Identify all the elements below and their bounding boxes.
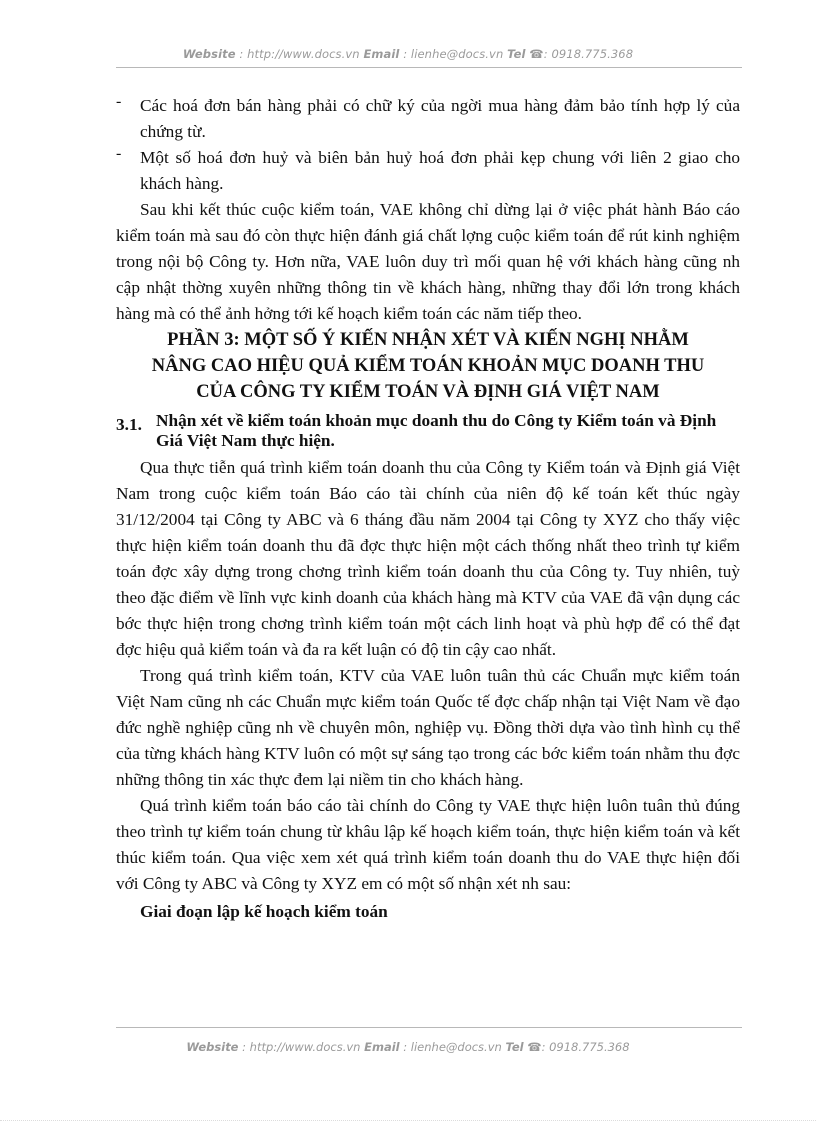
header-divider bbox=[116, 67, 742, 68]
footer-divider bbox=[116, 1027, 742, 1028]
tel-label: Tel bbox=[507, 47, 526, 61]
telephone-icon: ☎ bbox=[527, 1040, 542, 1054]
page-footer bbox=[0, 1040, 816, 1054]
email-label: Email bbox=[363, 47, 400, 61]
stage-heading: Giai đoạn lập kế hoạch kiểm toán bbox=[140, 902, 388, 921]
bullet-dash: - bbox=[116, 145, 122, 162]
website-url: : http://www.docs.vn bbox=[242, 1040, 361, 1054]
bullet-dash: - bbox=[116, 93, 122, 110]
bullet-text: Các hoá đơn bán hàng phải có chữ ký của ngời mua hàng đảm bảo tính hợp lý của chứng từ. bbox=[140, 96, 740, 141]
subsection-title: Nhận xét về kiểm toán khoản mục doanh thu do Công ty Kiểm toán và Định Giá Việt Nam thực hiện. bbox=[156, 411, 717, 450]
page-header bbox=[0, 47, 816, 61]
email-address: : lienhe@docs.vn bbox=[403, 47, 504, 61]
email-label: Email bbox=[364, 1040, 400, 1054]
section-title-line: NÂNG CAO HIỆU QUẢ KIỂM TOÁN KHOẢN MỤC DOANH THU bbox=[151, 356, 705, 376]
tel-number: : 0918.775.368 bbox=[543, 47, 634, 61]
page-content bbox=[116, 93, 740, 925]
section-title bbox=[116, 327, 740, 405]
list-item bbox=[116, 145, 740, 197]
subsection-number: 3.1. bbox=[116, 415, 142, 434]
list-item bbox=[116, 93, 740, 145]
tel-label: Tel bbox=[505, 1040, 524, 1054]
paragraph: Quá trình kiểm toán báo cáo tài chính do Công ty VAE thực hiện luôn tuân thủ đúng theo trình tự kiểm toán chung từ khâu lập kế hoạch kiểm toán, thực hiện kiểm toán và kết thúc kiểm toán. Qua việc xem xét quá trình kiểm toán doanh thu do VAE thực hiện đối với Công ty ABC và Công ty XYZ em có một số nhận xét nh sau: bbox=[116, 796, 740, 893]
website-label: Website bbox=[186, 1040, 239, 1054]
bullet-text: Một số hoá đơn huỷ và biên bản huỷ hoá đơn phải kẹp chung với liên 2 giao cho khách hàng. bbox=[140, 148, 740, 193]
telephone-icon: ☎ bbox=[529, 47, 544, 61]
subsection-heading bbox=[116, 411, 740, 451]
section-title-line: CỦA CÔNG TY KIỂM TOÁN VÀ ĐỊNH GIÁ VIỆT NAM bbox=[196, 382, 660, 402]
page-edge-divider bbox=[0, 1120, 816, 1121]
email-address: : lienhe@docs.vn bbox=[403, 1040, 502, 1054]
tel-number: : 0918.775.368 bbox=[541, 1040, 630, 1054]
section-title-line: PHẦN 3: MỘT SỐ Ý KIẾN NHẬN XÉT VÀ KIẾN NGHỊ NHẰM bbox=[167, 330, 689, 350]
paragraph: Qua thực tiễn quá trình kiểm toán doanh thu của Công ty Kiểm toán và Định giá Việt Nam trong cuộc kiểm toán Báo cáo tài chính của niên độ kế toán kết thúc ngày 31/12/2004 tại Công ty ABC và 6 tháng đầu năm 2004 tại Công ty XYZ cho thấy việc thực hiện kiểm toán doanh thu đã đợc thực hiện một cách thống nhất theo trình tự kiểm toán đợc xây dựng trong chơng trình kiểm toán doanh thu của Công ty. Tuy nhiên, tuỳ theo đặc điểm về lĩnh vực kinh doanh của khách hàng mà KTV của VAE đã vận dụng các bớc thực hiện trong chơng trình kiểm toán một cách linh hoạt và phù hợp để có thể đạt đợc hiệu quả kiểm toán và đa ra kết luận có độ tin cậy cao nhất. bbox=[116, 458, 740, 659]
paragraph: Trong quá trình kiểm toán, KTV của VAE luôn tuân thủ các Chuẩn mực kiểm toán Việt Nam cũng nh các Chuẩn mực kiểm toán Quốc tế đợc chấp nhận tại Việt Nam về đạo đức nghề nghiệp cũng nh về chuyên môn, nghiệp vụ. Đồng thời dựa vào tình hình cụ thể của từng khách hàng KTV luôn có một sự sáng tạo trong các bớc kiểm toán nhằm thu đợc những thông tin xác thực đem lại niềm tin cho khách hàng. bbox=[116, 666, 740, 789]
website-url: : http://www.docs.vn bbox=[239, 47, 360, 61]
website-label: Website bbox=[182, 47, 236, 61]
paragraph-intro: Sau khi kết thúc cuộc kiểm toán, VAE không chỉ dừng lại ở việc phát hành Báo cáo kiểm toán mà sau đó còn thực hiện đánh giá chất lợng cuộc kiểm toán để rút kinh nghiệm trong nội bộ Công ty. Hơn nữa, VAE luôn duy trì mối quan hệ với khách hàng cũng nh cập nhật thờng xuyên những thông tin về khách hàng, những thay đổi lớn trong khách hàng mà có thể ảnh hởng tới kế hoạch kiểm toán các năm tiếp theo. bbox=[116, 200, 740, 323]
